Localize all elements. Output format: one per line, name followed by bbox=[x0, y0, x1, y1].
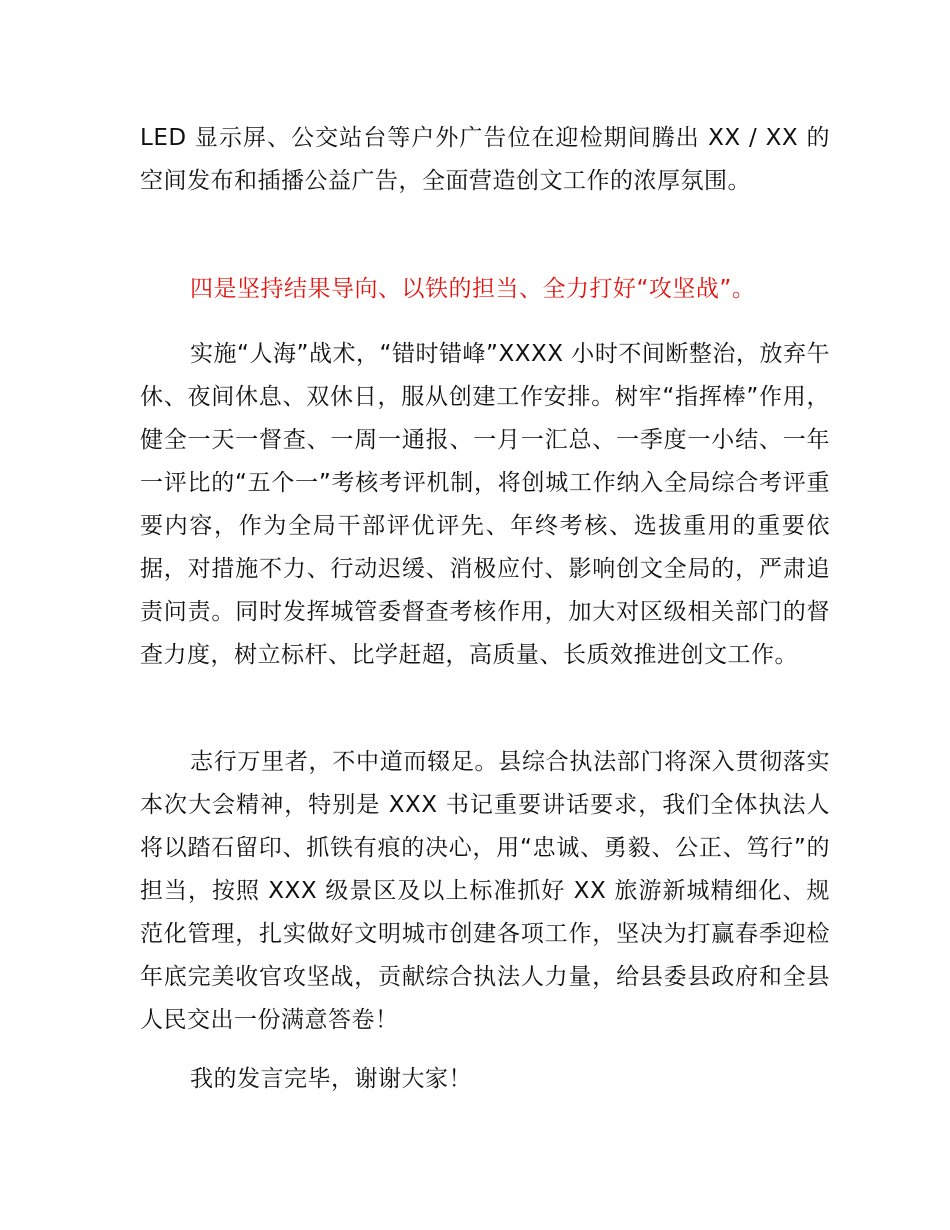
section-heading-four: 四是坚持结果导向、以铁的担当、全力打好“攻坚战”。 bbox=[190, 276, 756, 302]
paragraph-commitment: 志行万里者，不中道而辍足。县综合执法部门将深入贯彻落实本次大会精神，特别是 XXX 书记重要讲话要求，我们全体执法人将以踏石留印、抓铁有痕的决心，用“忠诚、勇毅、公正、笃行”的担当，按照 XXX 级景区及以上标准抓好 XX 旅游新城精细化、规范化管理，扎实做好文明城市创建各项工作，坚决为打赢春季迎检年底完美收官攻坚战，贡献综合执法人力量，给县委县政府和全县人民交出一份满意答卷！ bbox=[140, 749, 830, 1033]
paragraph-outdoor-ads: LED 显示屏、公交站台等户外广告位在迎检期间腾出 XX / XX 的空间发布和插播公益广告，全面营造创文工作的浓厚氛围。 bbox=[140, 125, 830, 194]
paragraph-closing: 我的发言完毕，谢谢大家！ bbox=[190, 1066, 472, 1092]
paragraph-measures: 实施“人海”战术，“错时错峰”XXXX 小时不间断整治，放弃午休、夜间休息、双休日，服从创建工作安排。树牢“指挥棒”作用，健全一天一督查、一周一通报、一月一汇总、一季度一小结、一年一评比的“五个一”考核考评机制，将创城工作纳入全局综合考评重要内容，作为全局干部评优评先、年终考核、选拔重用的重要依据，对措施不力、行动迟缓、消极应付、影响创文全局的，严肃追责问责。同时发挥城管委督查考核作用，加大对区级相关部门的督查力度，树立标杆、比学赶超，高质量、长质效推进创文工作。 bbox=[140, 341, 830, 668]
